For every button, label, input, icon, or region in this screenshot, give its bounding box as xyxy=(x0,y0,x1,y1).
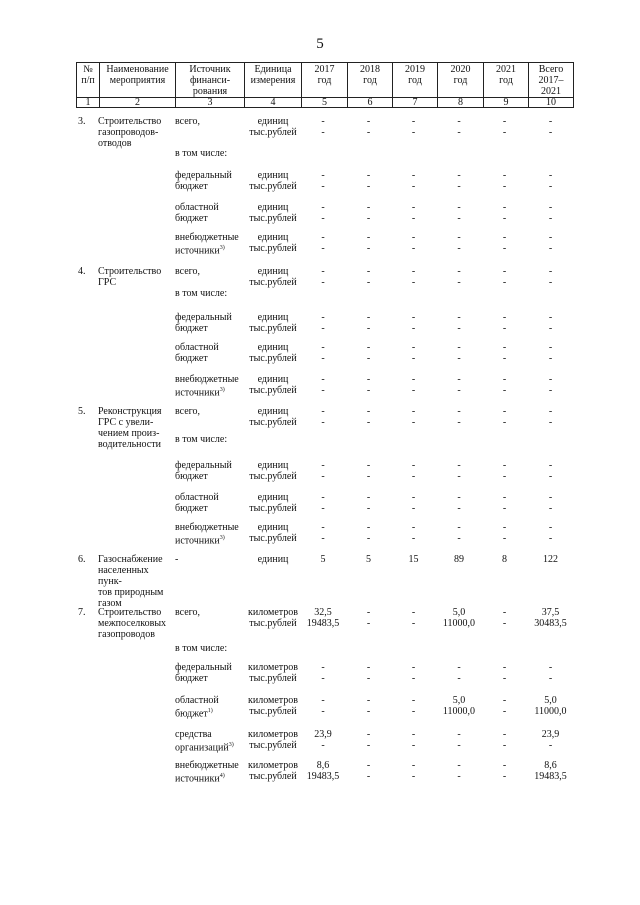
value-2021: - - xyxy=(502,607,507,629)
value-2019: - - xyxy=(411,607,416,629)
unit-of-measure: единиц тыс.рублей xyxy=(249,406,297,428)
column-number: 10 xyxy=(528,98,573,107)
column-number: 2 xyxy=(99,98,175,107)
funding-source: областной бюджет xyxy=(175,492,219,514)
value-2019: - - xyxy=(411,374,416,396)
funding-source: внебюджетные источники$^{3)}$ xyxy=(175,232,239,257)
value-2021: - - xyxy=(502,116,507,138)
table-header xyxy=(76,62,574,98)
unit-of-measure: единиц тыс.рублей xyxy=(249,312,297,334)
value-2019: - - xyxy=(411,232,416,254)
header-funding-source: Источник финанси- рования xyxy=(175,63,244,97)
value-2020: 5,0 11000,0 xyxy=(442,695,476,717)
unit-of-measure: единиц тыс.рублей xyxy=(249,232,297,254)
value-total: - - xyxy=(548,342,553,364)
funding-source: всего, xyxy=(175,406,201,417)
value-2020: - - xyxy=(457,342,461,364)
funding-source: внебюджетные источники$^{4)}$ xyxy=(175,760,239,785)
funding-source: в том числе: xyxy=(175,148,228,159)
value-total: - - xyxy=(548,406,553,428)
column-number: 6 xyxy=(347,98,392,107)
row-number: 5. xyxy=(78,406,86,417)
value-2018: - - xyxy=(366,607,371,629)
value-2017: - - xyxy=(321,695,325,717)
value-2019: - - xyxy=(411,729,416,751)
value-2017: - - xyxy=(321,460,325,482)
value-2020: 5,0 11000,0 xyxy=(442,607,476,629)
funding-source: федеральный бюджет xyxy=(175,662,232,684)
value-2021: - - xyxy=(502,232,507,254)
funding-source: в том числе: xyxy=(175,288,228,299)
value-2017: - - xyxy=(321,312,325,334)
value-2017: - - xyxy=(321,170,325,192)
footnote-marker: 3) xyxy=(219,245,225,251)
footnote-marker: 3) xyxy=(219,535,225,541)
value-2018: - - xyxy=(366,342,371,364)
value-2017: - - xyxy=(321,374,325,396)
value-total: - - xyxy=(548,312,553,334)
value-2021: - - xyxy=(502,266,507,288)
unit-of-measure: единиц тыс.рублей xyxy=(249,460,297,482)
header-year-2017: 2017 год xyxy=(301,63,347,97)
column-number-row xyxy=(76,98,574,108)
value-2018: - - xyxy=(366,232,371,254)
value-2021: - - xyxy=(502,460,507,482)
value-2019: 15 xyxy=(408,554,419,565)
value-2019: - - xyxy=(411,662,416,684)
value-total: - - xyxy=(548,202,553,224)
row-number: 6. xyxy=(78,554,86,565)
value-2018: - - xyxy=(366,695,371,717)
value-2019: - - xyxy=(411,522,416,544)
value-2020: - - xyxy=(457,492,461,514)
row-number: 3. xyxy=(78,116,86,127)
footnote-marker: 1) xyxy=(207,708,213,714)
header-unit: Единица измерения xyxy=(244,63,301,97)
value-2017: 8,6 19483,5 xyxy=(306,760,340,782)
funding-source: средства организаций$^{3)}$ xyxy=(175,729,234,754)
value-2017: - - xyxy=(321,342,325,364)
column-number: 9 xyxy=(483,98,528,107)
value-2021: - - xyxy=(502,760,507,782)
value-2018: - - xyxy=(366,492,371,514)
column-number: 1 xyxy=(85,97,91,108)
value-2021: - - xyxy=(502,406,507,428)
value-2021: - - xyxy=(502,492,507,514)
value-2017: - - xyxy=(321,662,325,684)
funding-source: областной бюджет xyxy=(175,202,219,224)
value-2018: - - xyxy=(366,460,371,482)
value-2018: - - xyxy=(366,312,371,334)
header-activity-name: Наименование мероприятия xyxy=(99,63,175,97)
row-number: 4. xyxy=(78,266,86,277)
value-2019: - - xyxy=(411,266,416,288)
value-2019: - - xyxy=(411,202,416,224)
activity-name: Реконструкция ГРС с увели- чением произ- водительности xyxy=(98,406,162,450)
value-2020: - - xyxy=(457,232,461,254)
value-total: - - xyxy=(548,374,553,396)
value-2017: - - xyxy=(321,406,325,428)
value-2019: - - xyxy=(411,342,416,364)
header-total: Всего 2017–2021 xyxy=(528,63,573,97)
funding-source: внебюджетные источники$^{3)}$ xyxy=(175,374,239,399)
value-2020: - - xyxy=(457,760,461,782)
funding-source: внебюджетные источники$^{3)}$ xyxy=(175,522,239,547)
unit-of-measure: единиц xyxy=(257,554,289,565)
value-2021: - - xyxy=(502,729,507,751)
value-2021: - - xyxy=(502,312,507,334)
value-2021: - - xyxy=(502,522,507,544)
header-year-2021: 2021 год xyxy=(483,63,528,97)
value-total: - - xyxy=(548,170,553,192)
unit-of-measure: километров тыс.рублей xyxy=(248,729,298,751)
value-2017: 23,9 - xyxy=(314,729,332,751)
column-number: 3 xyxy=(175,98,244,107)
funding-source: федеральный бюджет xyxy=(175,170,232,192)
value-total: - - xyxy=(548,522,553,544)
column-number: 4 xyxy=(244,98,301,107)
unit-of-measure: единиц тыс.рублей xyxy=(249,202,297,224)
value-2019: - - xyxy=(411,406,416,428)
unit-of-measure: единиц тыс.рублей xyxy=(249,116,297,138)
value-2020: - - xyxy=(457,729,461,751)
unit-of-measure: единиц тыс.рублей xyxy=(249,266,297,288)
page-number: 5 xyxy=(316,36,324,52)
value-2018: - - xyxy=(366,170,371,192)
funding-source: всего, xyxy=(175,266,201,277)
funding-source: в том числе: xyxy=(175,643,228,654)
value-total: 37,5 30483,5 xyxy=(534,607,567,629)
activity-name: Строительство газопроводов- отводов xyxy=(98,116,162,149)
value-2020: - - xyxy=(457,374,461,396)
value-2020: - - xyxy=(457,266,461,288)
value-2019: - - xyxy=(411,170,416,192)
value-2021: 8 xyxy=(502,554,507,565)
header-number: № п/п xyxy=(81,64,95,86)
unit-of-measure: километров тыс.рублей xyxy=(248,607,298,629)
value-total: 8,6 19483,5 xyxy=(534,760,567,782)
header-year-2020: 2020 год xyxy=(437,63,483,97)
value-total: - - xyxy=(548,492,553,514)
value-2020: - - xyxy=(457,312,461,334)
value-2020: - - xyxy=(457,662,461,684)
funding-source: областной бюджет xyxy=(175,342,219,364)
value-2018: - - xyxy=(366,266,371,288)
unit-of-measure: единиц тыс.рублей xyxy=(249,522,297,544)
value-2017: - - xyxy=(321,116,325,138)
row-number: 7. xyxy=(78,607,86,618)
value-2018: - - xyxy=(366,202,371,224)
value-2020: - - xyxy=(457,522,461,544)
unit-of-measure: единиц тыс.рублей xyxy=(249,492,297,514)
unit-of-measure: километров тыс.рублей xyxy=(248,760,298,782)
unit-of-measure: единиц тыс.рублей xyxy=(249,170,297,192)
value-total: - - xyxy=(548,662,553,684)
value-2018: - - xyxy=(366,760,371,782)
funding-source: областной бюджет$^{1)}$ xyxy=(175,695,219,720)
value-2020: - - xyxy=(457,202,461,224)
value-2018: - - xyxy=(366,406,371,428)
value-2020: - - xyxy=(457,406,461,428)
value-total: - - xyxy=(548,116,553,138)
value-2021: - - xyxy=(502,695,507,717)
column-number: 5 xyxy=(301,98,347,107)
value-total: 122 xyxy=(543,554,558,565)
value-2019: - - xyxy=(411,116,416,138)
column-number: 7 xyxy=(392,98,437,107)
funding-source: в том числе: xyxy=(175,434,228,445)
footnote-marker: 3) xyxy=(228,742,234,748)
value-2018: - - xyxy=(366,116,371,138)
unit-of-measure: километров тыс.рублей xyxy=(248,695,298,717)
value-2017: - - xyxy=(321,522,325,544)
funding-source: федеральный бюджет xyxy=(175,312,232,334)
footnote-marker: 3) xyxy=(219,387,225,393)
unit-of-measure: километров тыс.рублей xyxy=(248,662,298,684)
column-number: 8 xyxy=(437,98,483,107)
value-2017: - - xyxy=(321,492,325,514)
unit-of-measure: единиц тыс.рублей xyxy=(249,374,297,396)
value-2017: - - xyxy=(321,232,325,254)
value-2021: - - xyxy=(502,342,507,364)
activity-name: Газоснабжение населенных пунк- тов природным газом xyxy=(98,554,164,609)
footnote-marker: 4) xyxy=(219,773,225,779)
value-2018: 5 xyxy=(366,554,371,565)
value-2020: - - xyxy=(457,460,461,482)
unit-of-measure: единиц тыс.рублей xyxy=(249,342,297,364)
activity-name: Строительство межпоселковых газопроводов xyxy=(98,607,167,640)
value-2020: - - xyxy=(457,170,461,192)
value-2017: 32,5 19483,5 xyxy=(306,607,340,629)
value-2018: - - xyxy=(366,729,371,751)
value-total: - - xyxy=(548,232,553,254)
funding-source: федеральный бюджет xyxy=(175,460,232,482)
funding-source: всего, xyxy=(175,116,201,127)
value-2021: - - xyxy=(502,662,507,684)
value-2020: 89 xyxy=(454,554,464,565)
value-2019: - - xyxy=(411,312,416,334)
value-2018: - - xyxy=(366,662,371,684)
funding-source: всего, xyxy=(175,607,201,618)
value-2019: - - xyxy=(411,492,416,514)
value-2018: - - xyxy=(366,522,371,544)
value-2017: - - xyxy=(321,266,325,288)
value-total: - - xyxy=(548,266,553,288)
value-2019: - - xyxy=(411,695,416,717)
value-2017: - - xyxy=(321,202,325,224)
value-2018: - - xyxy=(366,374,371,396)
value-total: 23,9 - xyxy=(541,729,560,751)
value-total: 5,0 11000,0 xyxy=(534,695,567,717)
value-2021: - - xyxy=(502,374,507,396)
value-2021: - - xyxy=(502,202,507,224)
value-2017: 5 xyxy=(320,554,326,565)
value-2021: - - xyxy=(502,170,507,192)
activity-name: Строительство ГРС xyxy=(98,266,162,288)
funding-source: - xyxy=(175,554,179,565)
header-year-2018: 2018 год xyxy=(347,63,392,97)
value-2019: - - xyxy=(411,460,416,482)
header-year-2019: 2019 год xyxy=(392,63,437,97)
value-total: - - xyxy=(548,460,553,482)
value-2019: - - xyxy=(411,760,416,782)
value-2020: - - xyxy=(457,116,461,138)
